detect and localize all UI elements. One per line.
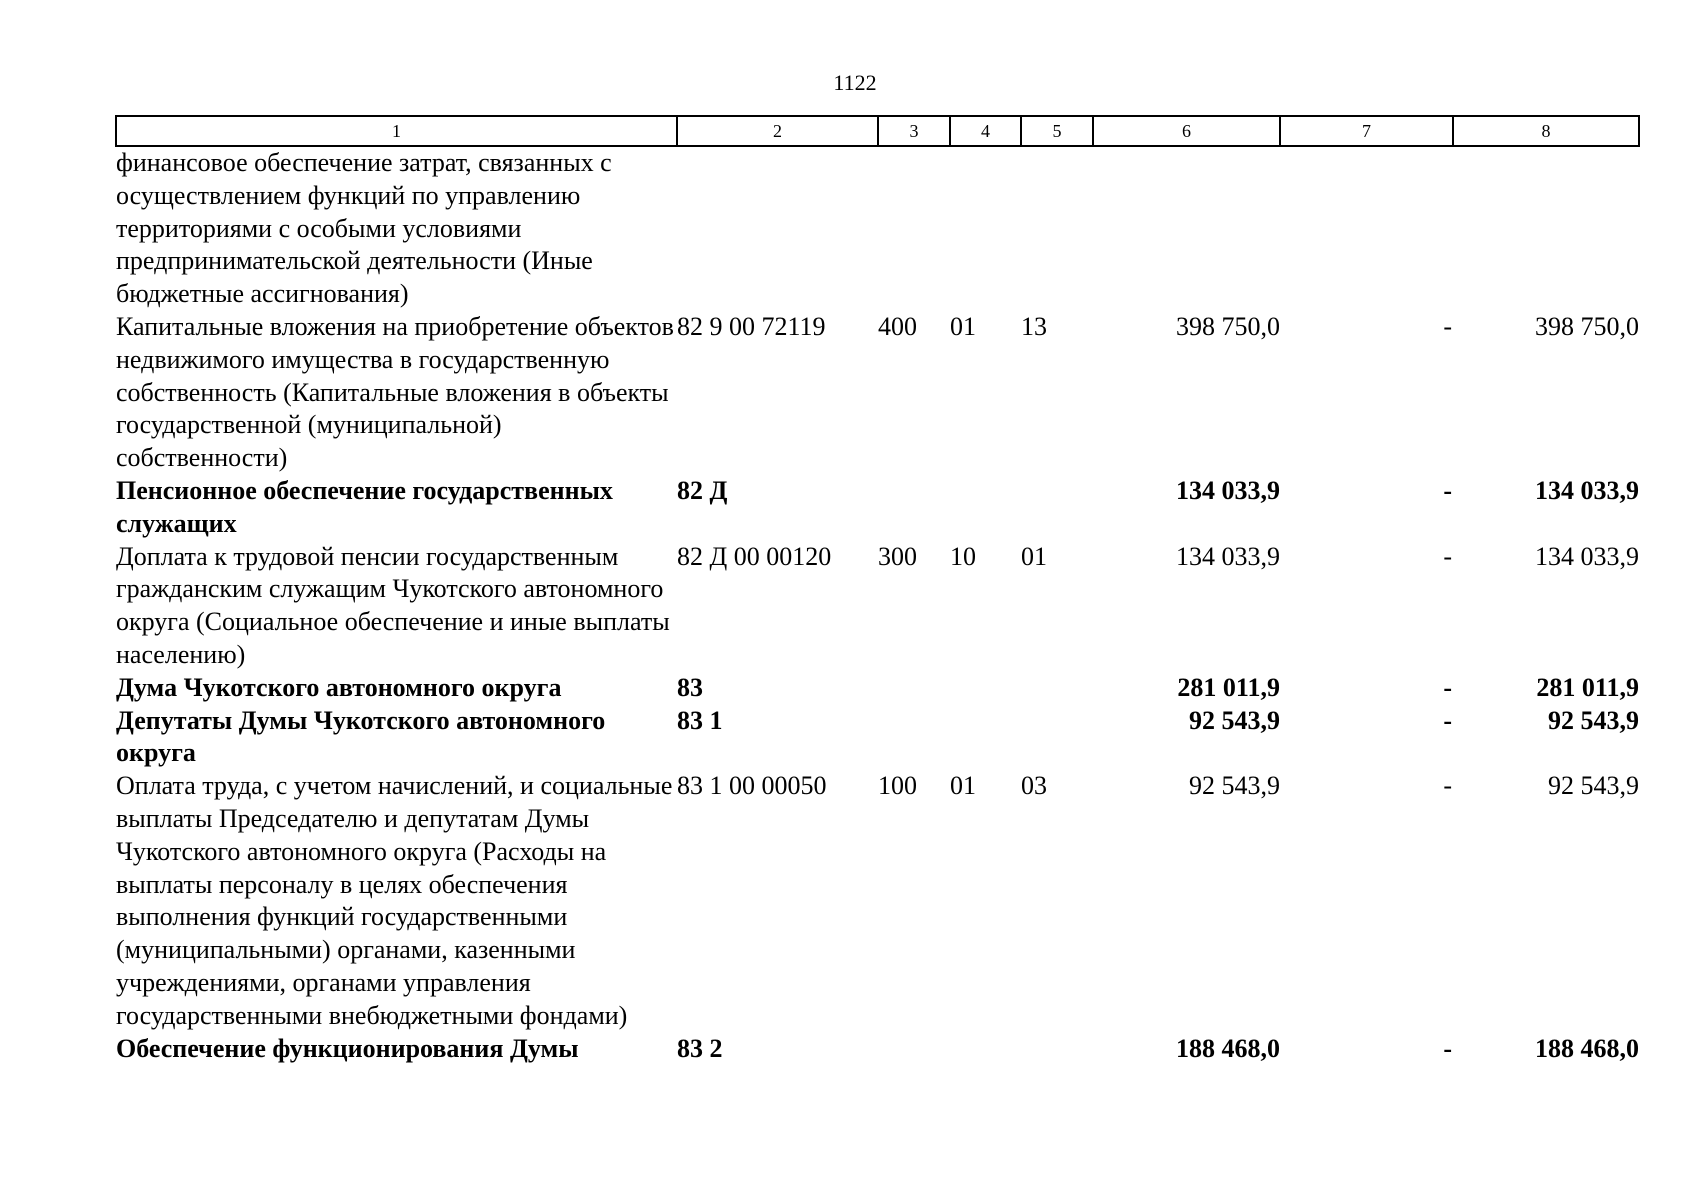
row-col3: 100 xyxy=(878,771,917,801)
table-row xyxy=(116,770,1639,1032)
row-name: Капитальные вложения на приобретение объектов недвижимого имущества в государственную собственность (Капитальные вложения в объекты государственной (муниципальной) собственности) xyxy=(116,311,674,473)
row-name: Доплата к трудовой пенсии государственным гражданским служащим Чукотского автономного округа (Социальное обеспечение и иные выплаты населению) xyxy=(116,541,670,669)
row-col5 xyxy=(1021,705,1093,771)
row-name: финансовое обеспечение затрат, связанных с осуществлением функций по управлению территориями с особыми условиями предпринимательской деятельности (Иные бюджетные ассигнования) xyxy=(116,148,612,309)
column-header: 1 xyxy=(116,116,677,146)
row-col6: 188 468,0 xyxy=(1176,1033,1280,1063)
row-col5: 13 xyxy=(1021,311,1047,341)
page-number: 1122 xyxy=(833,70,877,95)
table-row xyxy=(116,475,1639,541)
row-code: 82 Д 00 00120 xyxy=(677,541,832,571)
row-col4: 01 xyxy=(950,311,976,341)
row-col5 xyxy=(1021,1033,1093,1066)
header-row xyxy=(116,116,1639,146)
budget-table xyxy=(115,115,1640,1065)
row-col7: - xyxy=(1443,771,1452,801)
row-col7 xyxy=(1280,146,1453,311)
column-header: 6 xyxy=(1093,116,1280,146)
row-col5: 01 xyxy=(1021,541,1047,571)
row-code: 83 1 00 00050 xyxy=(677,771,827,801)
column-header: 5 xyxy=(1021,116,1093,146)
column-header: 7 xyxy=(1280,116,1453,146)
row-col3: 300 xyxy=(878,541,917,571)
row-col3 xyxy=(878,475,950,541)
column-header: 2 xyxy=(677,116,878,146)
row-name: Депутаты Думы Чукотского автономного округа xyxy=(116,705,606,768)
row-col5: 03 xyxy=(1021,771,1047,801)
table-row xyxy=(116,311,1639,475)
row-col5 xyxy=(1021,146,1093,311)
row-col3: 400 xyxy=(878,311,917,341)
row-code: 82 Д xyxy=(677,475,728,505)
row-name: Пенсионное обеспечение государственных служащих xyxy=(116,475,613,538)
table-row xyxy=(116,146,1639,311)
row-col7: - xyxy=(1443,311,1452,341)
column-header: 4 xyxy=(950,116,1021,146)
row-col4: 01 xyxy=(950,771,976,801)
row-col3 xyxy=(878,672,950,705)
row-col4 xyxy=(950,705,1021,771)
row-code: 83 2 xyxy=(677,1033,723,1063)
row-col6: 281 011,9 xyxy=(1177,672,1280,702)
row-col3 xyxy=(878,1033,950,1066)
row-col6: 134 033,9 xyxy=(1176,541,1280,571)
row-name: Оплата труда, с учетом начислений, и социальные выплаты Председателю и депутатам Думы Чукотского автономного округа (Расходы на выплаты персоналу в целях обеспечения выполнения функций государственными (муниципальными) органами, казенными учреждениями, органами управления государственными внебюджетными фондами) xyxy=(116,771,673,1030)
row-code: 82 9 00 72119 xyxy=(677,311,826,341)
row-col6: 92 543,9 xyxy=(1189,705,1280,735)
row-col3 xyxy=(878,146,950,311)
row-col8: 134 033,9 xyxy=(1535,475,1639,505)
column-header: 8 xyxy=(1453,116,1639,146)
row-name: Обеспечение функционирования Думы xyxy=(116,1033,579,1063)
row-name: Дума Чукотского автономного округа xyxy=(116,672,562,702)
row-col6: 92 543,9 xyxy=(1189,771,1280,801)
table-row xyxy=(116,1033,1639,1066)
row-col8: 398 750,0 xyxy=(1535,311,1639,341)
column-header: 3 xyxy=(878,116,950,146)
row-col4 xyxy=(950,146,1021,311)
row-col3 xyxy=(878,705,950,771)
row-col8: 281 011,9 xyxy=(1536,672,1639,702)
row-col8: 92 543,9 xyxy=(1548,705,1639,735)
row-col8 xyxy=(1453,146,1639,311)
row-col4 xyxy=(950,475,1021,541)
row-col4: 10 xyxy=(950,541,976,571)
row-col5 xyxy=(1021,475,1093,541)
row-col7: - xyxy=(1443,541,1452,571)
row-col6: 398 750,0 xyxy=(1176,311,1280,341)
row-col8: 92 543,9 xyxy=(1548,771,1639,801)
row-col7: - xyxy=(1443,705,1452,735)
row-code xyxy=(677,146,878,311)
row-col4 xyxy=(950,1033,1021,1066)
table-row xyxy=(116,541,1639,672)
table-row xyxy=(116,672,1639,705)
row-col8: 188 468,0 xyxy=(1535,1033,1639,1063)
row-col8: 134 033,9 xyxy=(1535,541,1639,571)
row-code: 83 xyxy=(677,672,703,702)
row-col7: - xyxy=(1443,475,1452,505)
row-col6 xyxy=(1093,146,1280,311)
row-code: 83 1 xyxy=(677,705,723,735)
row-col4 xyxy=(950,672,1021,705)
row-col5 xyxy=(1021,672,1093,705)
row-col7: - xyxy=(1443,672,1452,702)
table-row xyxy=(116,705,1639,771)
row-col6: 134 033,9 xyxy=(1176,475,1280,505)
row-col7: - xyxy=(1443,1033,1452,1063)
